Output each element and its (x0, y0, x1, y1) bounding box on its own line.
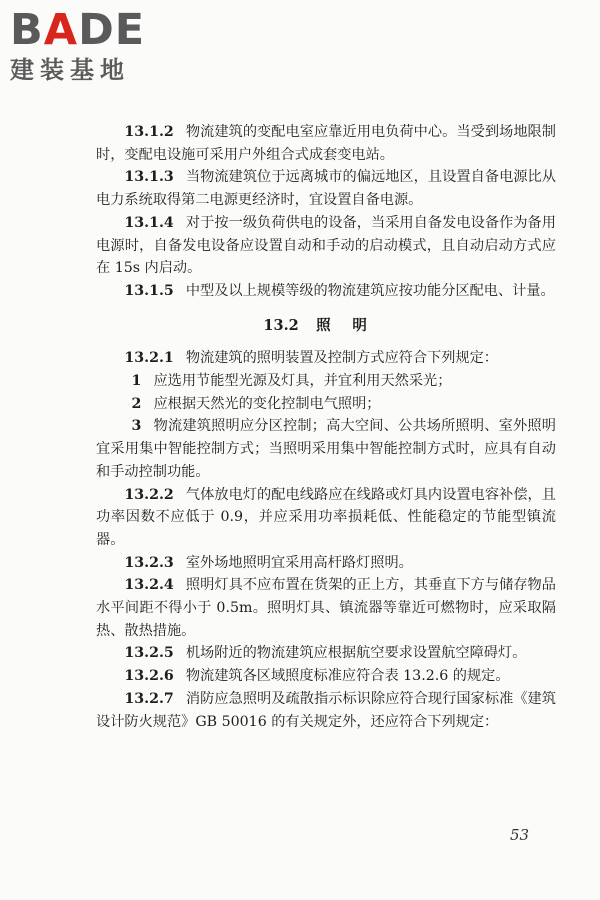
clause-number: 13.2.3 (124, 554, 174, 571)
clause-13-1-5 (96, 280, 556, 303)
logo-letters (10, 6, 180, 54)
clause-number: 13.2.7 (124, 690, 174, 707)
subitem-text: 物流建筑照明应分区控制；高大空间、公共场所照明、室外照明宜采用集中智能控制方式；当照明采用集中智能控制方式时，应具有自动和手动控制功能。 (96, 418, 556, 480)
clause-13-1-4 (96, 212, 556, 280)
clause-text: 机场附近的物流建筑应根据航空要求设置航空障碍灯。 (185, 645, 527, 662)
logo-text-a: A (43, 5, 79, 55)
subitem-3 (96, 415, 556, 483)
subitem-number: 1 (131, 373, 142, 390)
clause-13-2-5 (96, 642, 556, 665)
clause-number: 13.1.3 (124, 169, 174, 186)
section-heading (96, 315, 556, 338)
subitem-number: 2 (131, 395, 142, 412)
subitem-text: 应选用节能型光源及灯具，并宜利用天然采光； (153, 373, 452, 390)
clause-text: 气体放电灯的配电线路应在线路或灯具内设置电容补偿，且功率因数不应低于 0.9，并应采用功率损耗低、性能稳定的节能型镇流器。 (96, 486, 556, 548)
clause-text: 物流建筑的照明装置及控制方式应符合下列规定： (185, 350, 498, 367)
clause-number: 13.2.2 (124, 486, 174, 503)
logo-text-b: B (10, 5, 44, 55)
clause-number: 13.1.4 (124, 214, 174, 231)
subitem-2 (96, 393, 556, 416)
clause-number: 13.1.2 (124, 124, 174, 140)
clause-number: 13.2.4 (124, 577, 174, 594)
clause-13-2-7 (96, 688, 556, 733)
section-title: 照明 (316, 316, 389, 334)
clause-13-1-3 (96, 166, 556, 211)
clause-13-2-2 (96, 484, 556, 552)
clause-text: 物流建筑的变配电室应靠近用电负荷中心。当受到场地限制时，变配电设施可采用户外组合式成套变电站。 (96, 124, 556, 163)
clause-13-2-6 (96, 665, 556, 688)
document-body (96, 121, 556, 733)
clause-text: 对于按一级负荷供电的设备，当采用自备发电设备作为备用电源时，自备发电设备应设置自动和手动的启动模式，且自动启动方式应在 15s 内启动。 (96, 214, 556, 277)
clause-number: 13.2.6 (124, 668, 174, 685)
clause-13-2-3 (96, 552, 556, 575)
page-number: 53 (510, 826, 530, 844)
clause-text: 物流建筑各区域照度标准应符合表 13.2.6 的规定。 (185, 668, 510, 685)
section-number: 13.2 (263, 316, 299, 334)
clause-13-1-2 (96, 121, 556, 166)
logo-subtitle: 建装基地 (10, 56, 130, 84)
clause-text: 中型及以上规模等级的物流建筑应按功能分区配电、计量。 (185, 282, 555, 299)
clause-number: 13.2.5 (124, 645, 174, 662)
bade-logo (10, 6, 180, 84)
subitem-1 (96, 370, 556, 393)
clause-13-2-1 (96, 347, 556, 370)
clause-text: 消防应急照明及疏散指示标识除应符合现行国家标准《建筑设计防火规范》GB 50016 的有关规定外，还应符合下列规定： (96, 690, 556, 730)
clause-number: 13.1.5 (124, 282, 174, 299)
clause-13-2-4 (96, 574, 556, 642)
subitem-number: 3 (131, 418, 142, 435)
logo-text-de: DE (78, 5, 146, 55)
clause-text: 室外场地照明宜采用高杆路灯照明。 (185, 554, 413, 571)
clause-number: 13.2.1 (124, 350, 174, 367)
subitem-text: 应根据天然光的变化控制电气照明； (153, 395, 381, 412)
clause-text: 照明灯具不应布置在货架的正上方，其垂直下方与储存物品水平间距不得小于 0.5m。照明灯具、镇流器等靠近可燃物时，应采取隔热、散热措施。 (96, 577, 556, 639)
clause-text: 当物流建筑位于远离城市的偏远地区，且设置自备电源比从电力系统取得第二电源更经济时，宜设置自备电源。 (96, 169, 556, 209)
